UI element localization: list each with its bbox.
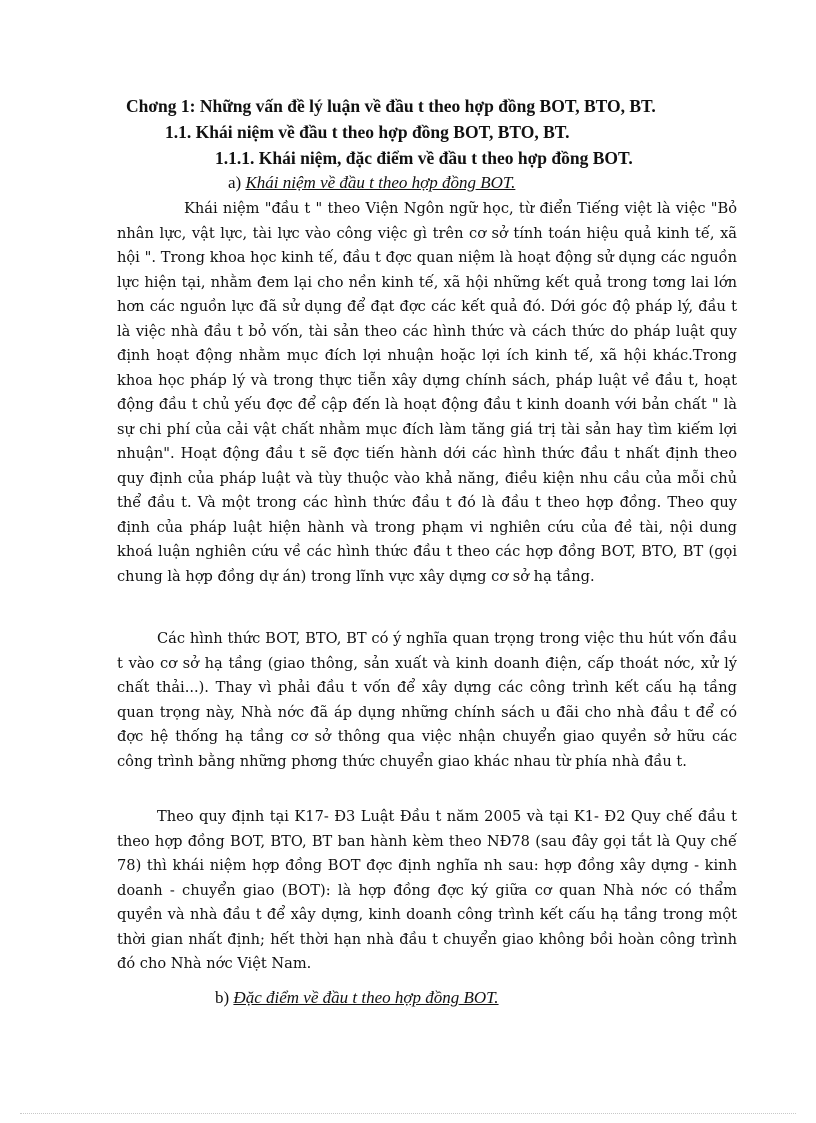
subsection-heading: 1.1.1. Khái niệm, đặc điểm về đầu t theo hợp đồng BOT. [215, 148, 633, 168]
item-b-marker: b) [215, 988, 234, 1007]
item-a-title: Khái niệm về đầu t theo hợp đồng BOT. [245, 173, 516, 192]
item-a-heading [228, 173, 515, 193]
item-a-marker: a) [228, 173, 246, 192]
paragraph-regulation: Theo quy định tại K17- Đ3 Luật Đầu t năm 2005 và tại K1- Đ2 Quy chế đầu t theo hợp đồng BOT, BTO, BT ban hành kèm theo NĐ78 (sau đây gọi tắt là Quy chế 78) thì khái niệm hợp đồng BOT đợc định nghĩa nh sau: hợp đồng xây dựng - kinh doanh - chuyển giao (BOT): là hợp đồng đợc ký giữa cơ quan Nhà nớc có thẩm quyền và nhà đầu t để xây dựng, kinh doanh công trình kết cấu hạ tầng trong một thời gian nhất định; hết thời hạn nhà đầu t chuyển giao không bồi hoàn công trình đó cho Nhà nớc Việt Nam. [117, 808, 737, 972]
item-b-heading [215, 988, 499, 1008]
paragraph-definition: Khái niệm "đầu t " theo Viện Ngôn ngữ học, từ điển Tiếng việt là việc "Bỏ nhân lực, vật lực, tài lực vào công việc gì trên cơ sở tính toán hiệu quả kinh tế, xã hội ". Trong khoa học kinh tế, đầu t đợc quan niệm là hoạt động sử dụng các nguồn lực hiện tại, nhằm đem lại cho nền kinh tế, xã hội những kết quả trong tơng lai lớn hơn các nguồn lực đã sử dụng để đạt đợc các kết quả đó. Dới góc độ pháp lý, đầu t là việc nhà đầu t bỏ vốn, tài sản theo các hình thức và cách thức do pháp luật quy định hoạt động nhằm mục đích lợi nhuận hoặc lợi ích kinh tế, xã hội khác.Trong khoa học pháp lý và trong thực tiễn xây dựng chính sách, pháp luật về đầu t, hoạt động đầu t chủ yếu đợc để cập đến là hoạt động đầu t kinh doanh với bản chất " là sự chi phí của cải vật chất nhằm mục đích làm tăng giá trị tài sản hay tìm kiếm lợi nhuận". Hoạt động đầu t sẽ đợc tiến hành dới các hình thức đầu t nhất định theo quy định của pháp luật và tùy thuộc vào khả năng, điều kiện nhu cầu của mỗi chủ thể đầu t. Và một trong các hình thức đầu t đó là đầu t theo hợp đồng. Theo quy định của pháp luật hiện hành và trong phạm vi nghiên cứu của đề tài, nội dung khoá luận nghiên cứu về các hình thức đầu t theo các hợp đồng BOT, BTO, BT (gọi chung là hợp đồng dự án) trong lĩnh vực xây dựng cơ sở hạ tầng. [117, 200, 737, 585]
paragraph-forms: Các hình thức BOT, BTO, BT có ý nghĩa quan trọng trong việc thu hút vốn đầu t vào cơ sở hạ tầng (giao thông, sản xuất và kinh doanh điện, cấp thoát nớc, xử lý chất thải...). Thay vì phải đầu t vốn để xây dựng các công trình kết cấu hạ tầng quan trọng này, Nhà nớc đã áp dụng những chính sách u đãi cho nhà đầu t để có đợc hệ thống hạ tầng cơ sở thông qua việc nhận chuyển giao quyền sở hữu các công trình bằng những phơng thức chuyển giao khác nhau từ phía nhà đầu t. [117, 630, 737, 770]
item-b-title: Đặc điểm về đầu t theo hợp đồng BOT. [233, 988, 499, 1007]
chapter-heading: Chơng 1: Những vấn đề lý luận về đầu t theo hợp đồng BOT, BTO, BT. [126, 96, 656, 116]
page-bottom-divider [20, 1113, 796, 1114]
section-heading: 1.1. Khái niệm về đầu t theo hợp đồng BOT, BTO, BT. [165, 122, 570, 142]
